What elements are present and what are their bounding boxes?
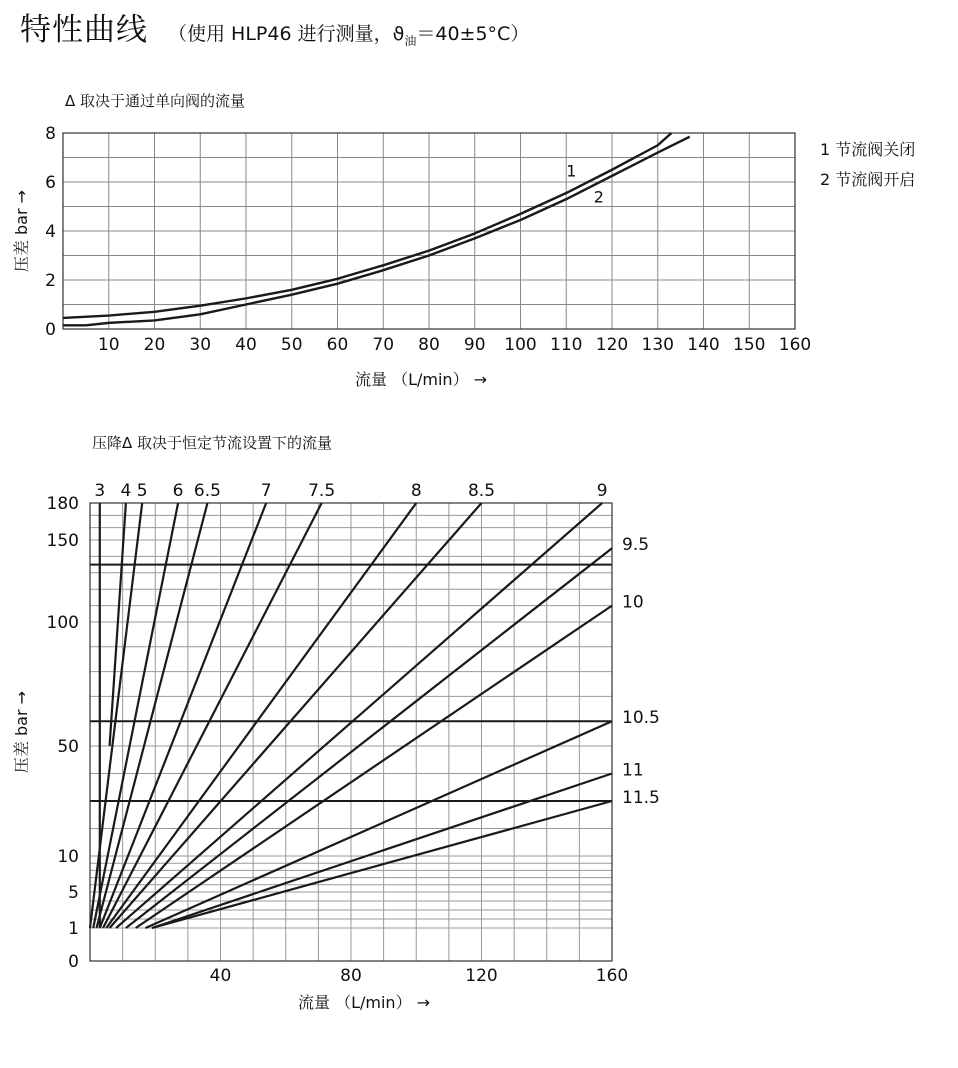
chart2-series-label: 7 bbox=[260, 481, 272, 501]
chart1-xtick-label: 70 bbox=[372, 335, 395, 355]
chart1-ytick-label: 4 bbox=[45, 222, 56, 242]
chart2-series-label: 11.5 bbox=[622, 788, 660, 808]
chart2-series-label: 8.5 bbox=[467, 481, 496, 501]
chart1-xtick-label: 60 bbox=[326, 335, 349, 355]
chart1-xtick-label: 150 bbox=[733, 335, 766, 355]
chart2-ytick-label: 50 bbox=[57, 737, 79, 757]
chart2-ytick-label: 180 bbox=[46, 494, 79, 514]
chart2-xtick-label: 80 bbox=[340, 966, 362, 986]
chart2-ytick-label: 0 bbox=[68, 952, 79, 972]
chart2-series-label: 9 bbox=[596, 481, 608, 501]
chart1-xtick-label: 160 bbox=[778, 335, 812, 355]
chart2-series-label: 10.5 bbox=[622, 708, 660, 729]
chart2-title: 压降Δ 取决于恒定节流设置下的流量 bbox=[92, 434, 333, 452]
chart2-series-label: 6 bbox=[172, 481, 184, 501]
chart2-ylabel: 压差 bar → bbox=[12, 690, 31, 774]
condition-suffix: ＝40±5°C） bbox=[416, 23, 530, 45]
chart1-xtick-label: 140 bbox=[687, 335, 720, 355]
chart1-series bbox=[63, 133, 690, 325]
chart1-series-label: 2 bbox=[593, 187, 604, 207]
chart2-xtick-label: 40 bbox=[209, 966, 232, 986]
chart1-ytick-label: 6 bbox=[45, 173, 56, 193]
chart1-xtick-label: 10 bbox=[97, 335, 120, 355]
chart1-ytick-label: 2 bbox=[45, 271, 56, 291]
chart1-ytick-label: 8 bbox=[45, 124, 56, 144]
chart1-xtick-label: 100 bbox=[504, 335, 537, 355]
chart1-legend-2: 2 节流阀开启 bbox=[820, 170, 916, 189]
chart2-series-10-5-line bbox=[145, 721, 612, 928]
chart2-xtick-label: 160 bbox=[595, 966, 629, 986]
chart1-series-label: 1 bbox=[566, 161, 577, 181]
chart2-series-label: 4 bbox=[120, 481, 132, 501]
chart2-grid bbox=[90, 503, 612, 961]
chart1-ytick-label: 0 bbox=[45, 320, 56, 340]
chart2-series-label: 5 bbox=[136, 481, 148, 501]
chart2-series-label: 3 bbox=[94, 481, 106, 501]
chart2-ytick-label: 1 bbox=[68, 919, 79, 939]
chart2-series-label: 7.5 bbox=[308, 481, 336, 501]
chart1-title: Δ 取决于通过单向阀的流量 bbox=[65, 92, 246, 110]
chart1-xtick-label: 90 bbox=[463, 335, 486, 355]
chart2-xlabel: 流量 （L/min） → bbox=[298, 993, 431, 1012]
chart2-series-label: 8 bbox=[410, 481, 422, 501]
chart2-series-label: 10 bbox=[622, 592, 644, 613]
chart1-xtick-label: 20 bbox=[143, 335, 166, 355]
chart2-series bbox=[90, 481, 660, 928]
condition-prefix: （使用 HLP46 进行测量， bbox=[168, 23, 393, 45]
chart1-xtick-label: 120 bbox=[595, 335, 629, 355]
chart1-xtick-label: 40 bbox=[235, 335, 257, 355]
chart1-xlabel: 流量 （L/min） → bbox=[355, 370, 488, 389]
chart2-series-label: 11 bbox=[622, 760, 644, 781]
chart1-xtick-label: 130 bbox=[641, 335, 674, 355]
chart2-ytick-label: 10 bbox=[57, 847, 79, 867]
theta-symbol: ϑ bbox=[392, 23, 405, 45]
chart1-grid bbox=[63, 133, 795, 329]
chart2-series-label: 6.5 bbox=[193, 481, 221, 501]
chart1-xtick-label: 30 bbox=[189, 335, 212, 355]
chart2-series-7-line bbox=[100, 503, 266, 928]
chart2-xtick-label: 120 bbox=[465, 966, 498, 986]
title-main: 特性曲线 bbox=[20, 12, 148, 48]
chart1-xtick-label: 50 bbox=[280, 335, 303, 355]
chart1-xtick-label: 110 bbox=[550, 335, 583, 355]
chart1-legend-1: 1 节流阀关闭 bbox=[820, 140, 916, 159]
chart2-ytick-label: 5 bbox=[68, 883, 79, 903]
chart2-series-9-line bbox=[116, 503, 602, 928]
chart2-series-label: 9.5 bbox=[622, 535, 650, 556]
chart2-series-5-line bbox=[90, 503, 142, 928]
chart2-ytick-label: 100 bbox=[46, 613, 79, 633]
chart1-ylabel: 压差 bar → bbox=[12, 189, 31, 273]
chart1-xtick-label: 80 bbox=[418, 335, 440, 355]
chart2-ytick-label: 150 bbox=[46, 531, 79, 551]
condition-subscript: 油 bbox=[404, 33, 417, 48]
